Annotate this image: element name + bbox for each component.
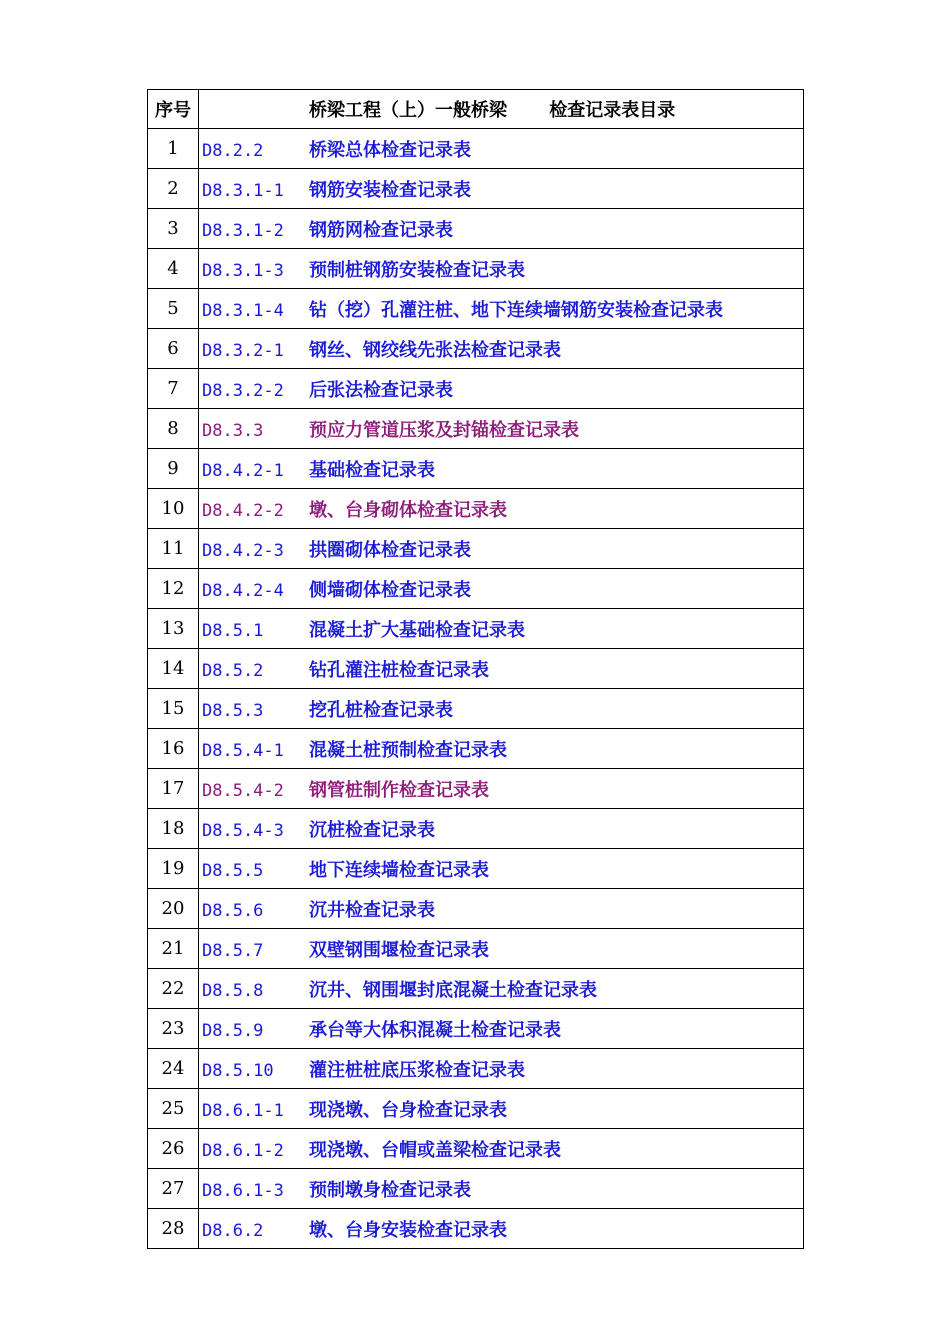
row-entry: [199, 449, 804, 489]
row-entry: [199, 729, 804, 769]
form-title-link[interactable]: 挖孔桩检查记录表: [309, 699, 453, 721]
table-row: [148, 1049, 804, 1089]
row-number: 6: [148, 329, 199, 369]
form-title-link[interactable]: 预制墩身检查记录表: [309, 1179, 471, 1201]
table-row: [148, 209, 804, 249]
form-code-link[interactable]: D8.5.1: [202, 620, 264, 641]
header-row: [148, 90, 804, 129]
row-entry: [199, 1169, 804, 1209]
table-row: [148, 289, 804, 329]
document-title: 桥梁工程（上）一般桥梁: [309, 100, 507, 121]
row-entry: [199, 849, 804, 889]
row-number: 24: [148, 1049, 199, 1089]
form-code-link[interactable]: D8.6.2: [202, 1220, 264, 1241]
row-entry: [199, 609, 804, 649]
form-title-link[interactable]: 现浇墩、台帽或盖梁检查记录表: [309, 1139, 561, 1161]
table-heading: [199, 90, 804, 129]
form-code-link[interactable]: D8.3.3: [202, 420, 264, 441]
form-code-link[interactable]: D8.2.2: [202, 140, 264, 161]
row-entry: [199, 1089, 804, 1129]
table-row: [148, 329, 804, 369]
form-title-link[interactable]: 沉井、钢围堰封底混凝土检查记录表: [309, 979, 597, 1001]
form-code-link[interactable]: D8.3.2-2: [202, 380, 284, 401]
table-row: [148, 449, 804, 489]
form-code-link[interactable]: D8.6.1-2: [202, 1140, 284, 1161]
form-title-link[interactable]: 基础检查记录表: [309, 459, 435, 481]
form-code-link[interactable]: D8.4.2-3: [202, 540, 284, 561]
form-title-link[interactable]: 现浇墩、台身检查记录表: [309, 1099, 507, 1121]
table-row: [148, 649, 804, 689]
row-number: 25: [148, 1089, 199, 1129]
table-row: [148, 1169, 804, 1209]
row-entry: [199, 289, 804, 329]
row-entry: [199, 769, 804, 809]
row-number: 9: [148, 449, 199, 489]
toc-table: [147, 89, 804, 1249]
row-number: 18: [148, 809, 199, 849]
row-number: 15: [148, 689, 199, 729]
form-title-link[interactable]: 双壁钢围堰检查记录表: [309, 939, 489, 961]
row-number: 27: [148, 1169, 199, 1209]
form-code-link[interactable]: D8.5.6: [202, 900, 264, 921]
form-code-link[interactable]: D8.5.3: [202, 700, 264, 721]
form-title-link[interactable]: 墩、台身砌体检查记录表: [309, 499, 507, 521]
table-row: [148, 769, 804, 809]
row-number: 16: [148, 729, 199, 769]
form-code-link[interactable]: D8.5.2: [202, 660, 264, 681]
row-number: 21: [148, 929, 199, 969]
form-title-link[interactable]: 墩、台身安装检查记录表: [309, 1219, 507, 1241]
form-code-link[interactable]: D8.6.1-3: [202, 1180, 284, 1201]
form-code-link[interactable]: D8.4.2-2: [202, 500, 284, 521]
form-code-link[interactable]: D8.5.7: [202, 940, 264, 961]
table-row: [148, 969, 804, 1009]
row-entry: [199, 369, 804, 409]
row-number: 28: [148, 1209, 199, 1249]
row-number: 11: [148, 529, 199, 569]
row-entry: [199, 889, 804, 929]
row-entry: [199, 409, 804, 449]
row-number: 23: [148, 1009, 199, 1049]
form-code-link[interactable]: D8.3.1-2: [202, 220, 284, 241]
table-row: [148, 369, 804, 409]
row-entry: [199, 1209, 804, 1249]
form-title-link[interactable]: 预制桩钢筋安装检查记录表: [309, 259, 525, 281]
table-row: [148, 609, 804, 649]
form-code-link[interactable]: D8.3.2-1: [202, 340, 284, 361]
form-code-link[interactable]: D8.5.9: [202, 1020, 264, 1041]
form-code-link[interactable]: D8.3.1-1: [202, 180, 284, 201]
document-subtitle: 检查记录表目录: [549, 100, 676, 121]
row-entry: [199, 489, 804, 529]
row-entry: [199, 1009, 804, 1049]
form-title-link[interactable]: 钢筋安装检查记录表: [309, 179, 471, 201]
form-title-link[interactable]: 承台等大体积混凝土检查记录表: [309, 1019, 561, 1041]
table-row: [148, 809, 804, 849]
form-title-link[interactable]: 预应力管道压浆及封锚检查记录表: [309, 419, 579, 441]
table-row: [148, 409, 804, 449]
row-entry: [199, 969, 804, 1009]
row-entry: [199, 209, 804, 249]
row-entry: [199, 809, 804, 849]
row-entry: [199, 929, 804, 969]
table-row: [148, 1009, 804, 1049]
row-number: 26: [148, 1129, 199, 1169]
row-number: 7: [148, 369, 199, 409]
row-number: 3: [148, 209, 199, 249]
table-row: [148, 689, 804, 729]
form-code-link[interactable]: D8.4.2-4: [202, 580, 284, 601]
table-row: [148, 489, 804, 529]
row-number: 20: [148, 889, 199, 929]
row-number: 22: [148, 969, 199, 1009]
form-title-link[interactable]: 侧墙砌体检查记录表: [309, 579, 471, 601]
row-number: 13: [148, 609, 199, 649]
table-row: [148, 849, 804, 889]
toc-body: [148, 90, 804, 1249]
form-code-link[interactable]: D8.5.10: [202, 1060, 274, 1081]
form-title-link[interactable]: 地下连续墙检查记录表: [309, 859, 489, 881]
form-title-link[interactable]: 后张法检查记录表: [309, 379, 453, 401]
form-code-link[interactable]: D8.5.4-2: [202, 780, 284, 801]
form-title-link[interactable]: 灌注桩桩底压浆检查记录表: [309, 1059, 525, 1081]
row-number: 8: [148, 409, 199, 449]
row-number: 19: [148, 849, 199, 889]
row-number: 2: [148, 169, 199, 209]
row-entry: [199, 689, 804, 729]
table-row: [148, 1209, 804, 1249]
table-row: [148, 249, 804, 289]
row-entry: [199, 169, 804, 209]
form-code-link[interactable]: D8.3.1-3: [202, 260, 284, 281]
row-entry: [199, 529, 804, 569]
row-entry: [199, 569, 804, 609]
form-title-link[interactable]: 钢管桩制作检查记录表: [309, 779, 489, 801]
form-code-link[interactable]: D8.5.4-1: [202, 740, 284, 761]
form-title-link[interactable]: 钢丝、钢绞线先张法检查记录表: [309, 339, 561, 361]
form-code-link[interactable]: D8.5.8: [202, 980, 264, 1001]
form-code-link[interactable]: D8.4.2-1: [202, 460, 284, 481]
row-entry: [199, 249, 804, 289]
table-row: [148, 529, 804, 569]
form-title-link[interactable]: 钢筋网检查记录表: [309, 219, 453, 241]
form-code-link[interactable]: D8.3.1-4: [202, 300, 284, 321]
form-code-link[interactable]: D8.6.1-1: [202, 1100, 284, 1121]
row-number: 5: [148, 289, 199, 329]
row-number: 17: [148, 769, 199, 809]
form-title-link[interactable]: 沉桩检查记录表: [309, 819, 435, 841]
row-entry: [199, 1129, 804, 1169]
form-code-link[interactable]: D8.5.5: [202, 860, 264, 881]
form-title-link[interactable]: 沉井检查记录表: [309, 899, 435, 921]
table-row: [148, 1129, 804, 1169]
table-row: [148, 929, 804, 969]
table-row: [148, 1089, 804, 1129]
row-number: 14: [148, 649, 199, 689]
table-row: [148, 169, 804, 209]
row-entry: [199, 129, 804, 169]
row-number: 12: [148, 569, 199, 609]
form-title-link[interactable]: 钻孔灌注桩检查记录表: [309, 659, 489, 681]
row-number: 10: [148, 489, 199, 529]
table-row: [148, 569, 804, 609]
table-row: [148, 129, 804, 169]
form-title-link[interactable]: 桥梁总体检查记录表: [309, 139, 471, 161]
form-code-link[interactable]: D8.5.4-3: [202, 820, 284, 841]
form-title-link[interactable]: 混凝土扩大基础检查记录表: [309, 619, 525, 641]
table-row: [148, 889, 804, 929]
table-row: [148, 729, 804, 769]
form-title-link[interactable]: 混凝土桩预制检查记录表: [309, 739, 507, 761]
row-entry: [199, 1049, 804, 1089]
row-entry: [199, 649, 804, 689]
index-header: 序号: [148, 90, 199, 129]
row-number: 4: [148, 249, 199, 289]
form-title-link[interactable]: 钻（挖）孔灌注桩、地下连续墙钢筋安装检查记录表: [309, 299, 723, 321]
row-entry: [199, 329, 804, 369]
row-number: 1: [148, 129, 199, 169]
form-title-link[interactable]: 拱圈砌体检查记录表: [309, 539, 471, 561]
